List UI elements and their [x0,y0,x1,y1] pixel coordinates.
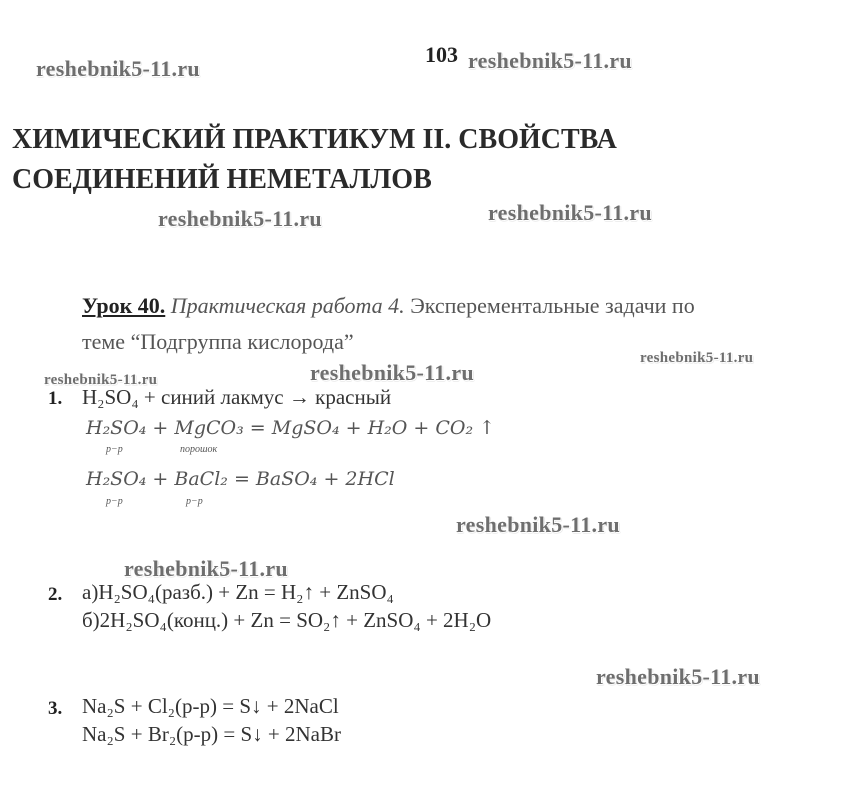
problem-number: 1. [48,388,63,409]
watermark: reshebnik5-11.ru [36,56,200,81]
problem-3-line-b: Na₂S + Br₂(р-р) = S↓ + 2NaBr [82,722,341,746]
problem-3-line-a: Na₂S + Cl₂(р-р) = S↓ + 2NaCl [82,694,339,718]
problem-2-line-b: б)2H₂SO₄(конц.) + Zn = SO₂↑ + ZnSO₄ + 2H₂O [82,608,492,632]
watermark: reshebnik5-11.ru [468,48,632,73]
watermark: reshebnik5-11.ru [158,206,322,231]
chapter-title-line-1: ХИМИЧЕСКИЙ ПРАКТИКУМ II. СВОЙСТВА [12,124,617,155]
page-number: 103 [425,42,458,67]
watermark: reshebnik5-11.ru [456,512,620,537]
lesson-heading [82,288,695,324]
equation-1: H₂SO₄ + MgCO₃ = MgSO₄ + H₂O + CO₂ ↑ [86,417,496,439]
equation-2: H₂SO₄ + BaCl₂ = BaSO₄ + 2HCl [86,468,395,490]
watermark: reshebnik5-11.ru [44,372,158,388]
chapter-title-line-2: СОЕДИНЕНИЙ НЕМЕТАЛЛОВ [12,164,432,195]
problem-number: 3. [48,698,63,719]
watermark: reshebnik5-11.ru [488,200,652,225]
lesson-text: Эксперементальные задачи по [404,293,695,318]
equation-1-label-2: порошок [180,444,218,455]
problem-number: 2. [48,584,63,605]
lesson-number: Урок 40. [82,293,166,318]
practical-work-label: Практическая работа 4. [170,293,405,318]
equation-2-label-2: р−р [186,496,203,507]
watermark: reshebnik5-11.ru [596,664,760,689]
equation-1-label-1: р−р [106,444,123,455]
problem-1-line: H₂SO₄ + синий лакмус → красный [82,385,392,409]
problem-2-line-a: а)H₂SO₄(разб.) + Zn = H₂↑ + ZnSO₄ [82,580,394,604]
watermark: reshebnik5-11.ru [310,360,474,385]
watermark: reshebnik5-11.ru [124,556,288,581]
equation-2-label-1: р−р [106,496,123,507]
watermark: reshebnik5-11.ru [640,350,754,366]
lesson-topic: теме “Подгруппа кислорода” [82,329,354,354]
